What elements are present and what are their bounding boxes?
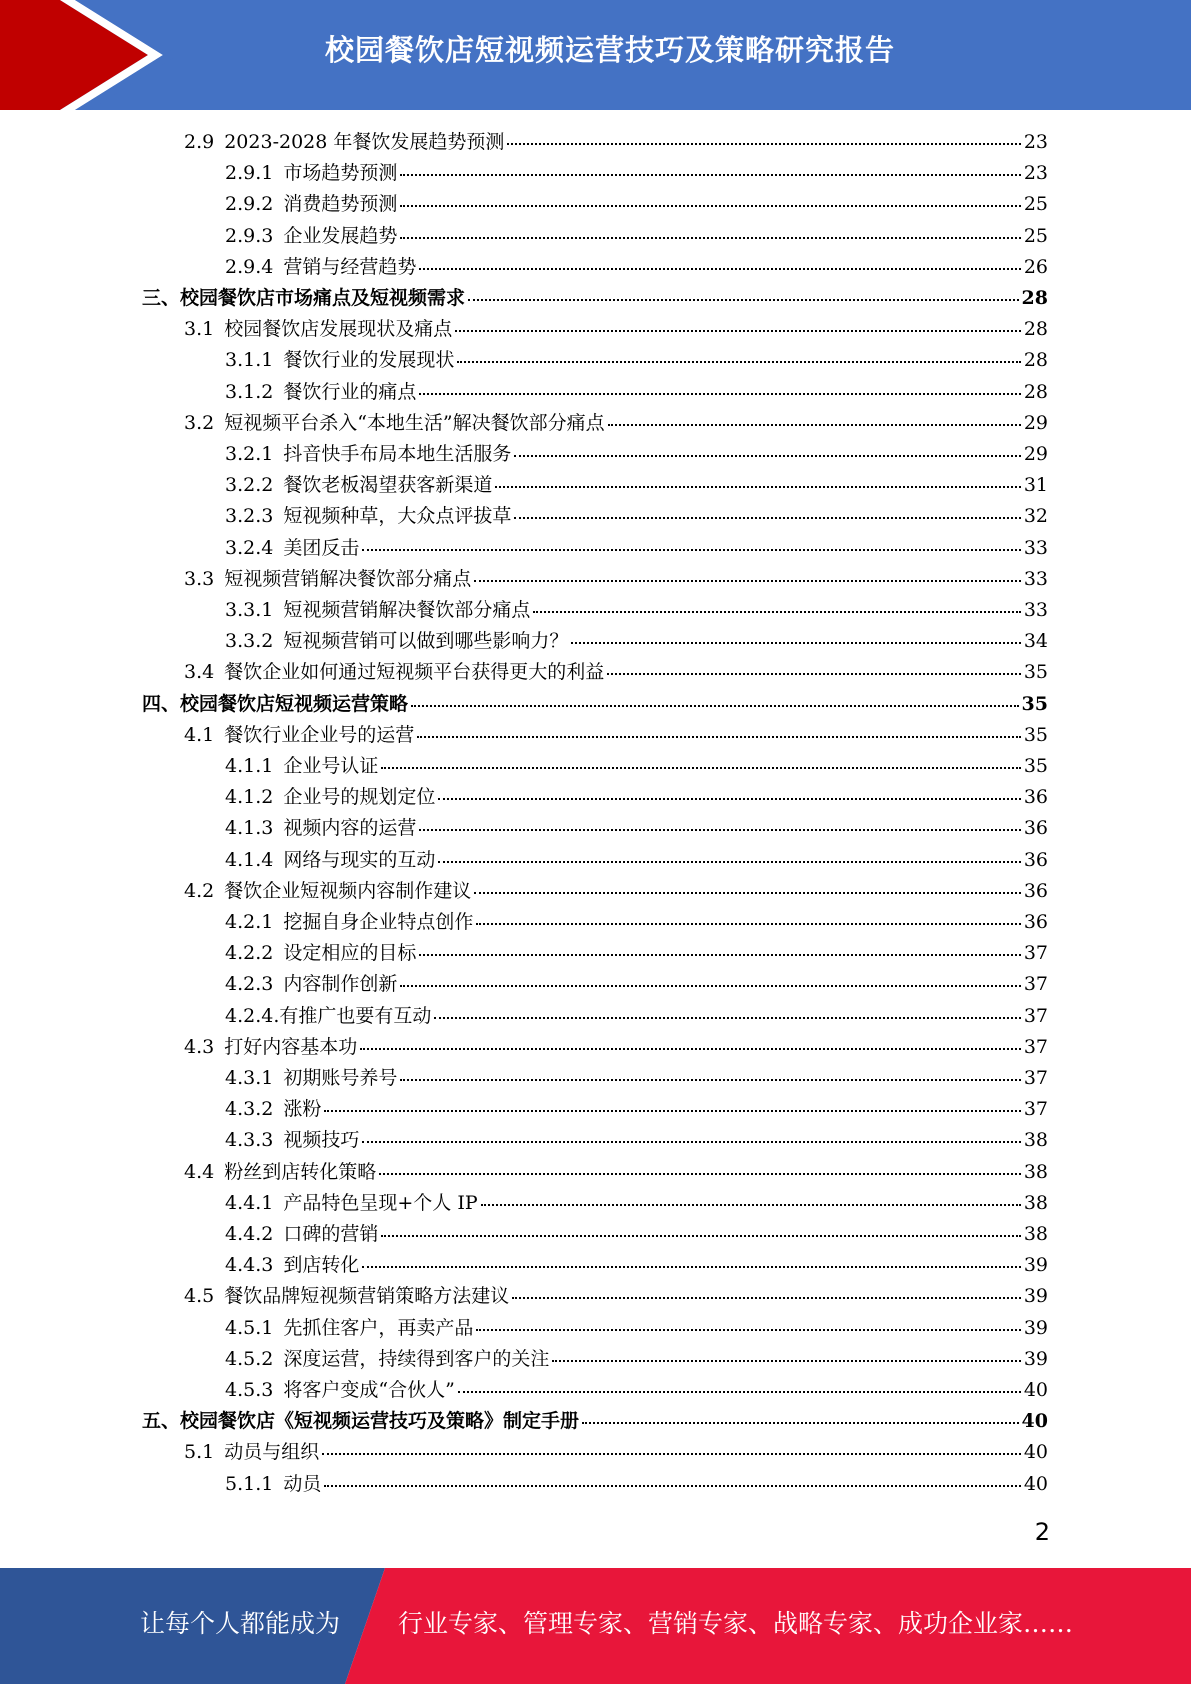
toc-entry[interactable] <box>142 689 1048 720</box>
toc-section-title: 餐饮品牌短视频营销策略方法建议 <box>224 1285 510 1308</box>
toc-section-number: 3.1.2 <box>225 380 274 403</box>
toc-dot-leader <box>474 579 1021 582</box>
toc-section-number: 4.1.3 <box>225 817 274 840</box>
toc-section-title: 短视频营销解决餐饮部分痛点 <box>224 567 472 590</box>
toc-section-number: 4.2.2 <box>225 942 274 965</box>
toc-section-number: 4.4 <box>184 1160 215 1183</box>
toc-section-title: 口碑的营销 <box>283 1223 379 1245</box>
toc-dot-leader <box>362 1265 1020 1268</box>
toc-page-number: 33 <box>1023 536 1048 559</box>
toc-dot-leader <box>495 485 1020 488</box>
toc-dot-leader <box>411 704 1019 707</box>
toc-entry[interactable] <box>225 1219 1048 1250</box>
toc-section-title: 设定相应的目标 <box>283 942 417 965</box>
toc-page-number: 37 <box>1023 942 1048 965</box>
toc-entry[interactable] <box>225 907 1048 938</box>
page-number: 2 <box>1034 1518 1050 1546</box>
toc-section-number: 3.1 <box>184 318 215 341</box>
toc-section-number: 4.3.3 <box>225 1129 274 1152</box>
toc-section-title: 企业号认证 <box>283 755 379 777</box>
toc-page-number: 38 <box>1023 1160 1048 1183</box>
toc-section-number: 4.1.4 <box>225 848 274 871</box>
toc-dot-leader <box>514 516 1020 519</box>
toc-dot-leader <box>419 953 1020 956</box>
toc-entry[interactable] <box>184 1032 1048 1063</box>
footer-slogan-left: 让每个人都能成为 <box>140 1609 341 1638</box>
toc-section-title: 餐饮企业如何通过短视频平台获得更大的利益 <box>224 661 605 684</box>
toc-dot-leader <box>474 891 1021 894</box>
toc-page-number: 39 <box>1023 1254 1048 1277</box>
toc-entry[interactable] <box>184 720 1048 751</box>
toc-dot-leader <box>400 984 1020 987</box>
toc-page-number: 37 <box>1023 1035 1048 1058</box>
toc-entry[interactable] <box>225 221 1048 252</box>
toc-page-number: 37 <box>1023 1004 1048 1027</box>
toc-page-number: 35 <box>1021 692 1048 715</box>
toc-page-number: 39 <box>1023 1285 1048 1308</box>
toc-section-title: 动员 <box>283 1472 322 1495</box>
toc-page-number: 36 <box>1023 879 1048 902</box>
toc-page-number: 28 <box>1023 349 1048 372</box>
toc-dot-leader <box>419 267 1020 270</box>
toc-dot-leader <box>322 1452 1021 1455</box>
toc-section-title: 企业发展趋势 <box>283 224 398 247</box>
toc-section-title: 挖掘自身企业特点创作 <box>283 911 474 933</box>
toc-dot-leader <box>381 766 1020 769</box>
toc-dot-leader <box>400 1078 1020 1081</box>
toc-dot-leader <box>512 1296 1021 1299</box>
toc-section-number: 4.5 <box>184 1285 215 1308</box>
toc-section-number: 2.9 <box>184 131 215 153</box>
toc-dot-leader <box>434 1016 1020 1019</box>
toc-section-number: 4.3.2 <box>225 1098 274 1121</box>
toc-section-number: 2.9.3 <box>225 224 274 247</box>
toc-section-title: 动员与组织 <box>224 1441 320 1464</box>
toc-dot-leader <box>457 360 1020 363</box>
toc-dot-leader <box>417 735 1021 738</box>
toc-entry[interactable] <box>225 938 1048 969</box>
toc-section-number: 2.9.2 <box>225 193 274 216</box>
toc-entry[interactable] <box>184 1437 1048 1468</box>
toc-page-number: 40 <box>1023 1472 1048 1495</box>
toc-entry[interactable] <box>184 127 1048 158</box>
toc-section-title: 校园餐饮店市场痛点及短视频需求 <box>180 287 466 309</box>
toc-section-number: 5.1 <box>184 1441 215 1464</box>
toc-section-title: 打好内容基本功 <box>224 1035 358 1058</box>
toc-dot-leader <box>455 329 1021 332</box>
toc-page-number: 25 <box>1023 224 1048 247</box>
toc-page-number: 36 <box>1023 848 1048 871</box>
toc-dot-leader <box>533 610 1020 613</box>
toc-section-title: 消费趋势预测 <box>283 193 398 216</box>
toc-page-number: 36 <box>1023 817 1048 840</box>
toc-dot-leader <box>458 1390 1021 1393</box>
toc-page-number: 34 <box>1023 630 1048 653</box>
toc-section-number: 三、 <box>142 287 181 309</box>
toc-dot-leader <box>419 828 1020 831</box>
toc-section-number: 4.1.1 <box>225 755 274 777</box>
toc-page-number: 37 <box>1023 1067 1048 1089</box>
toc-section-title: 产品特色呈现+个人 IP <box>283 1191 478 1214</box>
toc-entry[interactable] <box>225 345 1048 376</box>
page-footer <box>0 1568 1191 1684</box>
toc-page-number: 39 <box>1023 1316 1048 1339</box>
toc-entry[interactable] <box>225 813 1048 844</box>
toc-dot-leader <box>481 1203 1021 1206</box>
toc-entry[interactable] <box>225 1063 1048 1094</box>
toc-dot-leader <box>608 423 1021 426</box>
toc-page-number: 33 <box>1023 567 1048 590</box>
footer-slogan-right: 行业专家、管理专家、营销专家、战略专家、成功企业家…… <box>398 1609 1074 1638</box>
toc-entry[interactable] <box>225 252 1048 283</box>
toc-entry[interactable] <box>225 1125 1048 1156</box>
toc-section-title: 企业号的规划定位 <box>283 786 436 809</box>
toc-section-title: 餐饮企业短视频内容制作建议 <box>224 879 472 902</box>
toc-entry[interactable] <box>225 1469 1048 1500</box>
toc-page-number: 29 <box>1023 411 1048 434</box>
toc-page-number: 29 <box>1023 443 1048 465</box>
toc-entry[interactable] <box>225 189 1048 220</box>
toc-page-number: 40 <box>1023 1379 1048 1401</box>
toc-entry[interactable] <box>225 1375 1048 1406</box>
page-header <box>0 0 1191 110</box>
toc-page-number: 23 <box>1023 162 1048 185</box>
toc-entry[interactable] <box>225 533 1048 564</box>
toc-section-title: 短视频种草，大众点评拔草 <box>283 505 512 528</box>
toc-dot-leader <box>514 454 1020 457</box>
toc-entry[interactable] <box>142 283 1048 314</box>
toc-section-number: 4.4.3 <box>225 1254 274 1277</box>
toc-section-number: 3.4 <box>184 661 215 684</box>
toc-section-title: 校园餐饮店《短视频运营技巧及策略》制定手册 <box>180 1410 580 1433</box>
toc-entry[interactable] <box>225 969 1048 1000</box>
toc-page-number: 36 <box>1023 786 1048 809</box>
toc-section-number: 2.9.4 <box>225 255 274 278</box>
toc-section-number: 4.1.2 <box>225 786 274 809</box>
toc-section-title: 视频技巧 <box>283 1129 360 1152</box>
toc-dot-leader <box>324 1484 1020 1487</box>
toc-entry[interactable] <box>225 501 1048 532</box>
toc-page-number: 28 <box>1023 380 1048 403</box>
toc-section-title: 餐饮行业的发展现状 <box>283 349 455 372</box>
toc-entry[interactable] <box>225 1001 1048 1032</box>
toc-dot-leader <box>582 1421 1019 1424</box>
toc-dot-leader <box>571 641 1020 644</box>
toc-section-number: 5.1.1 <box>225 1472 274 1495</box>
toc-section-title: 短视频营销可以做到哪些影响力？ <box>283 630 569 653</box>
toc-section-title: 餐饮行业的痛点 <box>283 380 417 403</box>
toc-dot-leader <box>468 298 1019 301</box>
toc-entry[interactable] <box>184 564 1048 595</box>
toc-section-title: 到店转化 <box>283 1254 360 1277</box>
toc-entry[interactable] <box>184 314 1048 345</box>
toc-section-title: 餐饮老板渴望获客新渠道 <box>283 474 493 497</box>
toc-dot-leader <box>400 173 1020 176</box>
toc-entry[interactable] <box>142 1406 1048 1437</box>
toc-page-number: 28 <box>1023 318 1048 341</box>
toc-section-number: 4.5.3 <box>225 1379 274 1401</box>
toc-page-number: 23 <box>1023 131 1048 153</box>
toc-entry[interactable] <box>225 626 1048 657</box>
toc-page-number: 33 <box>1023 599 1048 621</box>
toc-section-title: 美团反击 <box>283 536 360 559</box>
toc-page-number: 38 <box>1023 1223 1048 1245</box>
toc-dot-leader <box>362 1140 1020 1143</box>
toc-entry[interactable] <box>184 1281 1048 1312</box>
toc-section-title: 粉丝到店转化策略 <box>224 1160 377 1183</box>
toc-dot-leader <box>476 1328 1020 1331</box>
toc-section-title: 网络与现实的互动 <box>283 848 436 871</box>
toc-entry[interactable] <box>225 1094 1048 1125</box>
toc-page-number: 25 <box>1023 193 1048 216</box>
toc-page-number: 37 <box>1023 1098 1048 1121</box>
toc-entry[interactable] <box>184 1157 1048 1188</box>
toc-entry[interactable] <box>225 470 1048 501</box>
toc-page-number: 39 <box>1023 1347 1048 1370</box>
toc-section-number: 4.3.1 <box>225 1067 274 1089</box>
toc-section-number: 3.3.2 <box>225 630 274 653</box>
toc-page-number: 37 <box>1023 973 1048 996</box>
toc-page-number: 40 <box>1023 1441 1048 1464</box>
toc-page-number: 38 <box>1023 1191 1048 1214</box>
toc-dot-leader <box>324 1109 1020 1112</box>
toc-dot-leader <box>552 1359 1020 1362</box>
toc-section-number: 3.2.4 <box>225 536 274 559</box>
toc-entry[interactable] <box>225 1313 1048 1344</box>
toc-section-number: 四、 <box>142 692 181 715</box>
toc-page-number: 26 <box>1023 255 1048 278</box>
toc-section-title: 短视频营销解决餐饮部分痛点 <box>283 599 531 621</box>
toc-entry[interactable] <box>184 657 1048 688</box>
toc-entry[interactable] <box>225 845 1048 876</box>
toc-dot-leader <box>607 672 1021 675</box>
toc-section-number: 4.1 <box>184 723 215 746</box>
toc-section-number: 3.2.1 <box>225 443 274 465</box>
toc-section-title: 深度运营，持续得到客户的关注 <box>283 1347 550 1370</box>
toc-section-number: 3.2.3 <box>225 505 274 528</box>
toc-page-number: 28 <box>1021 287 1048 309</box>
toc-page-number: 40 <box>1021 1410 1048 1433</box>
toc-section-number: 3.3.1 <box>225 599 274 621</box>
toc-section-title: 抖音快手布局本地生活服务 <box>283 443 512 465</box>
toc-page-number: 35 <box>1023 723 1048 746</box>
toc-page-number: 31 <box>1023 474 1048 497</box>
toc-section-number: 4.4.2 <box>225 1223 274 1245</box>
toc-page-number: 32 <box>1023 505 1048 528</box>
toc-dot-leader <box>438 860 1020 863</box>
toc-section-title: 短视频平台杀入“本地生活”解决餐饮部分痛点 <box>224 411 605 434</box>
toc-section-number: 4.4.1 <box>225 1191 274 1214</box>
toc-section-number: 2.9.1 <box>225 162 274 185</box>
toc-section-number: 4.2 <box>184 879 215 902</box>
toc-dot-leader <box>400 236 1020 239</box>
toc-section-number: 五、 <box>142 1410 181 1433</box>
toc-dot-leader <box>400 204 1020 207</box>
toc-page-number: 35 <box>1023 661 1048 684</box>
toc-section-title: 校园餐饮店短视频运营策略 <box>180 692 409 715</box>
toc-section-title: 先抓住客户，再卖产品 <box>283 1316 474 1339</box>
report-title: 校园餐饮店短视频运营技巧及策略研究报告 <box>324 33 895 67</box>
toc-section-title: 涨粉 <box>283 1098 322 1121</box>
toc-dot-leader <box>362 548 1020 551</box>
toc-dot-leader <box>438 797 1020 800</box>
toc-dot-leader <box>476 922 1020 925</box>
toc-section-number: 4.3 <box>184 1035 215 1058</box>
toc-entry[interactable] <box>184 876 1048 907</box>
toc-dot-leader <box>381 1234 1020 1237</box>
toc-section-number: 3.1.1 <box>225 349 274 372</box>
toc-dot-leader <box>379 1172 1021 1175</box>
toc-entry[interactable] <box>225 439 1048 470</box>
toc-section-number: 3.2 <box>184 411 215 434</box>
toc-section-title: 初期账号养号 <box>283 1067 398 1089</box>
toc-section-title: 内容制作创新 <box>283 973 398 996</box>
toc-entry[interactable] <box>225 1344 1048 1375</box>
toc-section-number: 3.2.2 <box>225 474 274 497</box>
toc-section-title: 市场趋势预测 <box>283 162 398 185</box>
toc-entry[interactable] <box>225 1188 1048 1219</box>
toc-section-number: 4.2.3 <box>225 973 274 996</box>
toc-dot-leader <box>360 1047 1021 1050</box>
toc-section-title: 餐饮行业企业号的运营 <box>224 723 415 746</box>
toc-page-number: 38 <box>1023 1129 1048 1152</box>
toc-section-title: 4.2.4.有推广也要有互动 <box>225 1004 432 1027</box>
toc-page-number: 35 <box>1023 755 1048 777</box>
toc-section-number: 3.3 <box>184 567 215 590</box>
toc-entry[interactable] <box>225 377 1048 408</box>
toc-entry[interactable] <box>225 595 1048 626</box>
toc-entry[interactable] <box>225 751 1048 782</box>
toc-section-number: 4.2.1 <box>225 911 274 933</box>
toc-section-title: 将客户变成“合伙人” <box>283 1379 455 1401</box>
toc-section-title: 营销与经营趋势 <box>283 255 417 278</box>
toc-section-number: 4.5.1 <box>225 1316 274 1339</box>
toc-dot-leader <box>419 392 1020 395</box>
toc-section-title: 校园餐饮店发展现状及痛点 <box>224 318 453 341</box>
toc-entry[interactable] <box>184 408 1048 439</box>
toc-section-title: 视频内容的运营 <box>283 817 417 840</box>
toc-section-number: 4.5.2 <box>225 1347 274 1370</box>
toc-page-number: 36 <box>1023 911 1048 933</box>
toc-entry[interactable] <box>225 782 1048 813</box>
toc-entry[interactable] <box>225 1250 1048 1281</box>
toc-dot-leader <box>507 142 1020 145</box>
toc-section-title: 2023-2028 年餐饮发展趋势预测 <box>224 131 505 153</box>
toc-entry[interactable] <box>225 158 1048 189</box>
